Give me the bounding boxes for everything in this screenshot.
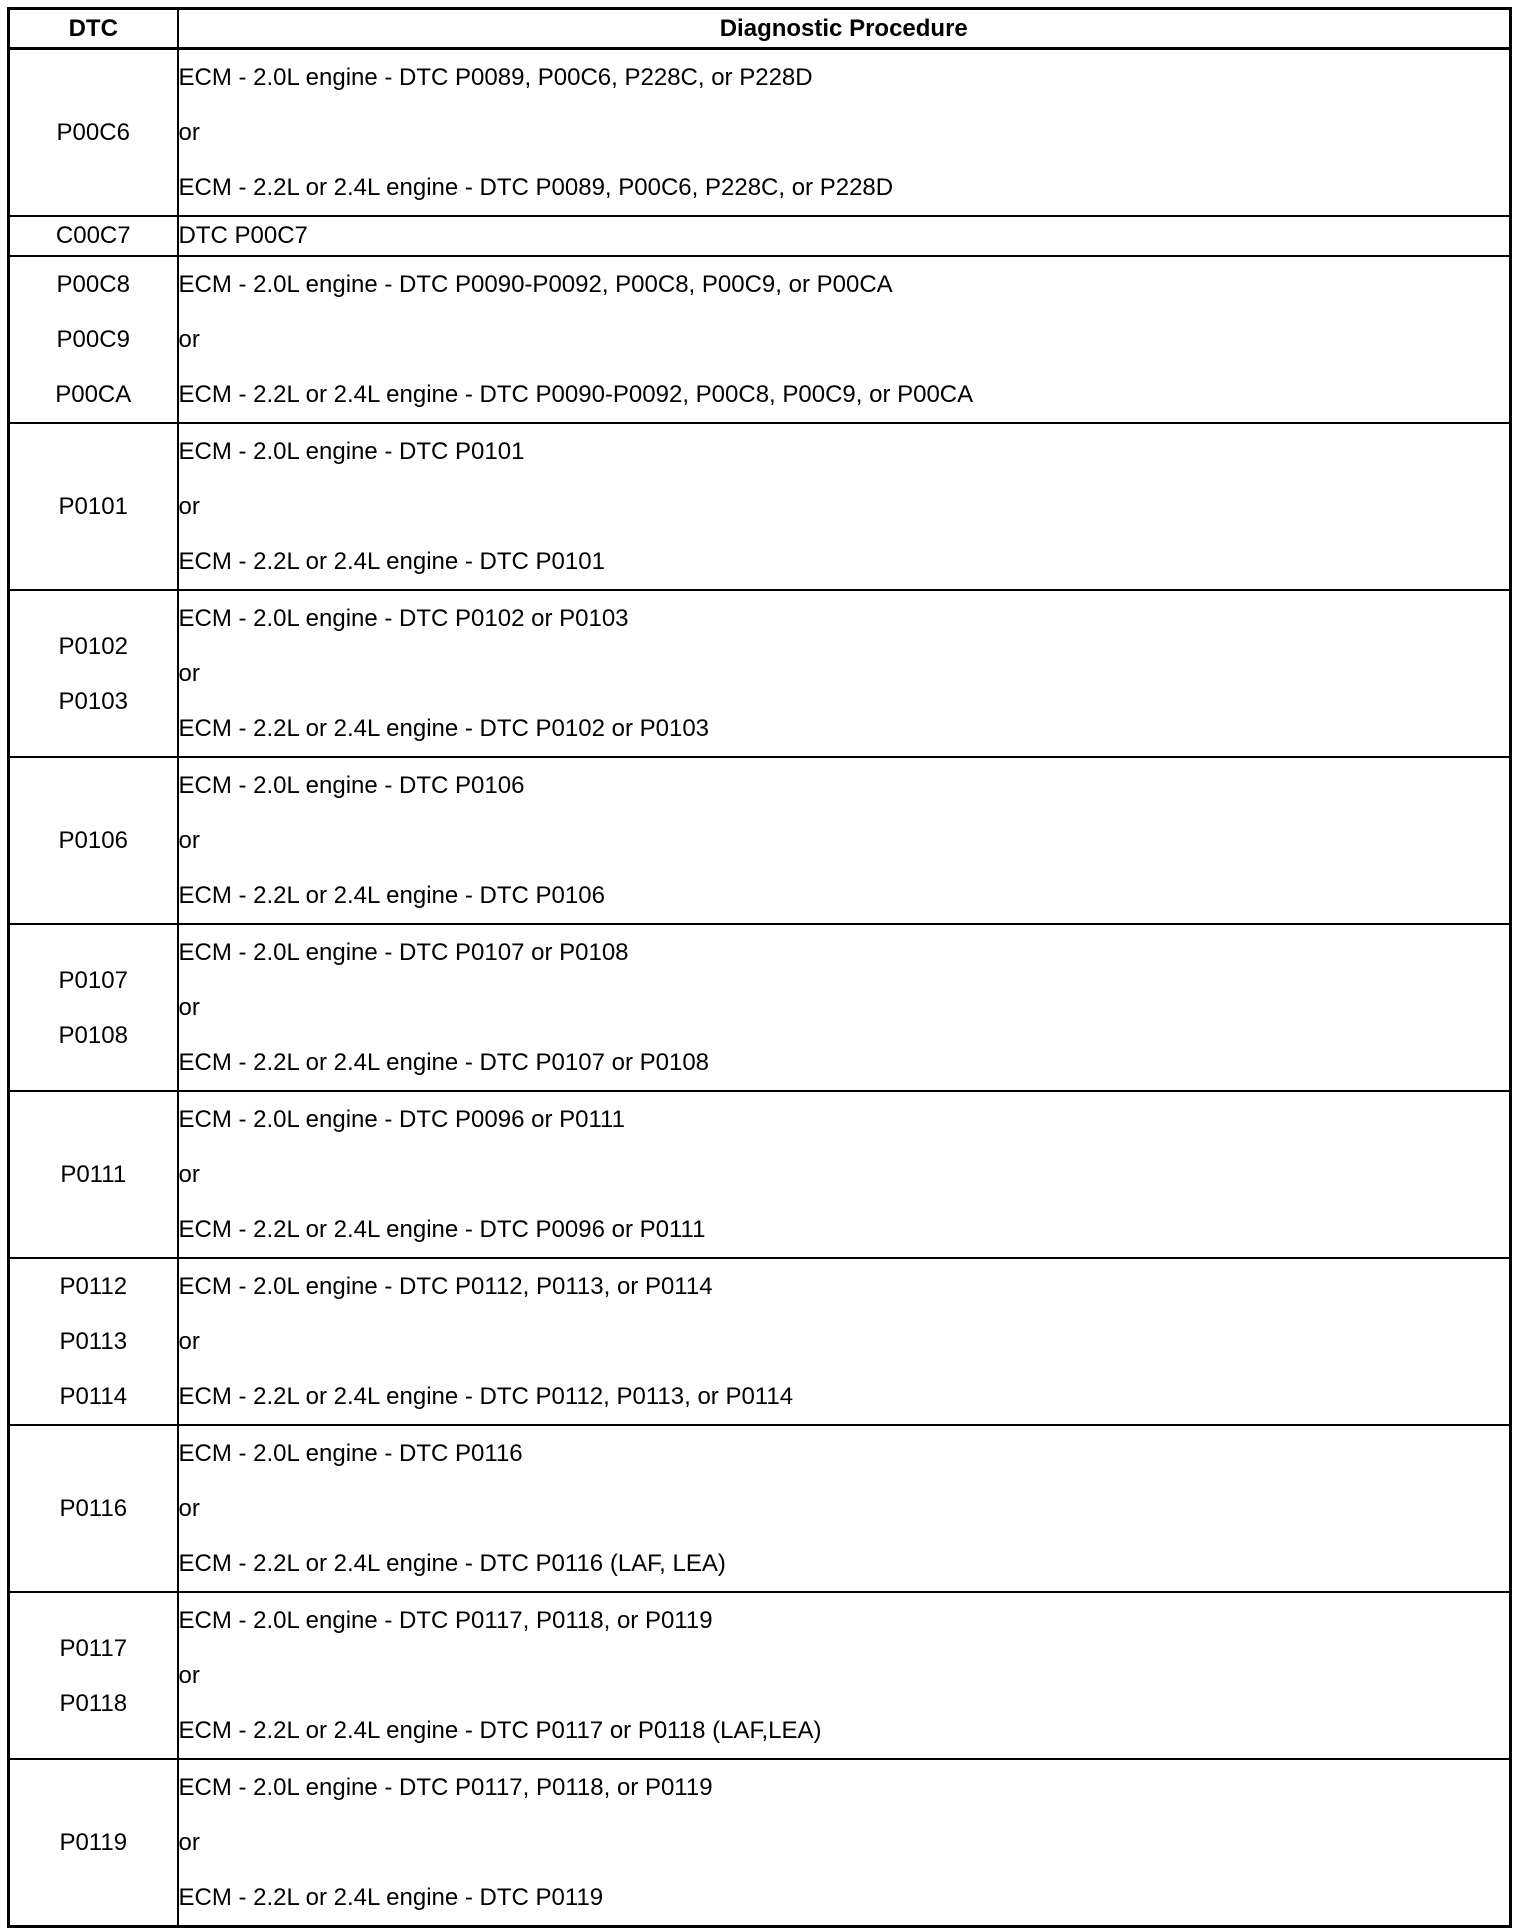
procedure-line: or — [178, 1829, 200, 1856]
procedure-cell — [178, 1592, 1511, 1759]
procedure-line: or — [178, 119, 200, 146]
procedure-cell — [178, 49, 1511, 217]
dtc-diagnostic-table — [7, 7, 1512, 1928]
procedure-line: or — [178, 1662, 200, 1689]
table-body — [9, 49, 1511, 1927]
procedure-line: or — [178, 1495, 200, 1522]
dtc-cell — [9, 924, 178, 1091]
procedure-line: or — [178, 326, 200, 353]
procedure-line: ECM - 2.2L or 2.4L engine - DTC P0101 — [178, 548, 605, 575]
dtc-code: P00C9 — [56, 326, 130, 353]
table-row — [9, 49, 1511, 217]
procedure-line: ECM - 2.0L engine - DTC P0090-P0092, P00C8, P00C9, or P00CA — [178, 271, 893, 298]
procedure-line: ECM - 2.0L engine - DTC P0116 — [178, 1440, 523, 1467]
procedure-line: or — [178, 1161, 200, 1188]
dtc-code: P0106 — [58, 827, 128, 854]
dtc-code: P0111 — [60, 1161, 127, 1188]
table-row — [9, 924, 1511, 1091]
header-row — [9, 9, 1511, 49]
dtc-cell — [9, 1425, 178, 1592]
procedure-line: or — [178, 493, 200, 520]
dtc-code: P0108 — [58, 1021, 128, 1049]
procedure-line: ECM - 2.2L or 2.4L engine - DTC P0096 or P0111 — [178, 1216, 706, 1243]
procedure-cell — [178, 590, 1511, 757]
dtc-code: P00CA — [55, 381, 132, 408]
procedure-line: or — [178, 1328, 200, 1355]
table-row — [9, 256, 1511, 423]
procedure-cell — [178, 1258, 1511, 1425]
procedure-line: ECM - 2.2L or 2.4L engine - DTC P0112, P0113, or P0114 — [178, 1383, 794, 1410]
procedure-line: ECM - 2.2L or 2.4L engine - DTC P0089, P00C6, P228C, or P228D — [178, 174, 894, 201]
dtc-cell — [9, 590, 178, 757]
dtc-cell — [9, 757, 178, 924]
dtc-cell — [9, 1759, 178, 1927]
procedure-line: or — [178, 994, 200, 1021]
procedure-line: ECM - 2.2L or 2.4L engine - DTC P0106 — [178, 882, 605, 909]
procedure-cell — [178, 757, 1511, 924]
table-row — [9, 1592, 1511, 1759]
procedure-line: ECM - 2.0L engine - DTC P0107 or P0108 — [178, 939, 629, 966]
procedure-line: ECM - 2.2L or 2.4L engine - DTC P0116 (LAF, LEA) — [178, 1550, 726, 1577]
dtc-code: P00C8 — [56, 271, 130, 298]
dtc-code: P0118 — [59, 1689, 128, 1717]
procedure-cell — [178, 1091, 1511, 1258]
dtc-code: P0119 — [59, 1829, 128, 1856]
dtc-code: P0107 — [58, 966, 128, 994]
procedure-cell — [178, 216, 1511, 256]
procedure-line: ECM - 2.2L or 2.4L engine - DTC P0107 or P0108 — [178, 1049, 710, 1076]
procedure-column-header: Diagnostic Procedure — [178, 9, 1511, 49]
procedure-cell — [178, 256, 1511, 423]
dtc-cell — [9, 256, 178, 423]
table-row — [9, 1425, 1511, 1592]
dtc-cell — [9, 1091, 178, 1258]
dtc-code: P0116 — [59, 1495, 128, 1522]
procedure-line: ECM - 2.0L engine - DTC P0102 or P0103 — [178, 605, 629, 632]
table-row — [9, 1258, 1511, 1425]
procedure-cell — [178, 423, 1511, 590]
procedure-cell — [178, 924, 1511, 1091]
table-row — [9, 1759, 1511, 1927]
dtc-cell — [9, 49, 178, 217]
dtc-code: P0103 — [58, 687, 128, 715]
dtc-cell — [9, 1258, 178, 1425]
dtc-code: P00C6 — [56, 119, 130, 146]
dtc-code: P0114 — [59, 1383, 128, 1410]
dtc-code: P0112 — [59, 1273, 128, 1300]
dtc-column-header: DTC — [9, 9, 178, 49]
procedure-cell — [178, 1425, 1511, 1592]
procedure-line: ECM - 2.2L or 2.4L engine - DTC P0119 — [178, 1884, 604, 1911]
procedure-cell — [178, 1759, 1511, 1927]
procedure-line: ECM - 2.0L engine - DTC P0117, P0118, or P0119 — [178, 1607, 713, 1634]
table-row — [9, 590, 1511, 757]
dtc-cell — [9, 1592, 178, 1759]
procedure-line: ECM - 2.2L or 2.4L engine - DTC P0102 or P0103 — [178, 715, 710, 742]
procedure-line: ECM - 2.0L engine - DTC P0112, P0113, or P0114 — [178, 1273, 713, 1300]
dtc-code: P0102 — [58, 632, 128, 660]
procedure-line: DTC P00C7 — [178, 222, 308, 249]
dtc-code: P0113 — [59, 1328, 128, 1355]
procedure-line: ECM - 2.0L engine - DTC P0117, P0118, or P0119 — [178, 1774, 713, 1801]
dtc-code: C00C7 — [55, 222, 131, 249]
procedure-line: ECM - 2.2L or 2.4L engine - DTC P0117 or P0118 (LAF,LEA) — [178, 1717, 822, 1744]
dtc-code: P0117 — [59, 1634, 128, 1662]
procedure-line: ECM - 2.0L engine - DTC P0096 or P0111 — [178, 1106, 625, 1133]
dtc-cell — [9, 216, 178, 256]
table-row — [9, 757, 1511, 924]
procedure-line: ECM - 2.2L or 2.4L engine - DTC P0090-P0092, P00C8, P00C9, or P00CA — [178, 381, 974, 408]
dtc-code: P0101 — [58, 493, 128, 520]
procedure-line: ECM - 2.0L engine - DTC P0101 — [178, 438, 525, 465]
table-row — [9, 1091, 1511, 1258]
dtc-cell — [9, 423, 178, 590]
procedure-line: ECM - 2.0L engine - DTC P0089, P00C6, P228C, or P228D — [178, 64, 813, 91]
procedure-line: or — [178, 827, 200, 854]
procedure-line: or — [178, 660, 200, 687]
procedure-line: ECM - 2.0L engine - DTC P0106 — [178, 772, 525, 799]
table-row — [9, 423, 1511, 590]
table-row — [9, 216, 1511, 256]
